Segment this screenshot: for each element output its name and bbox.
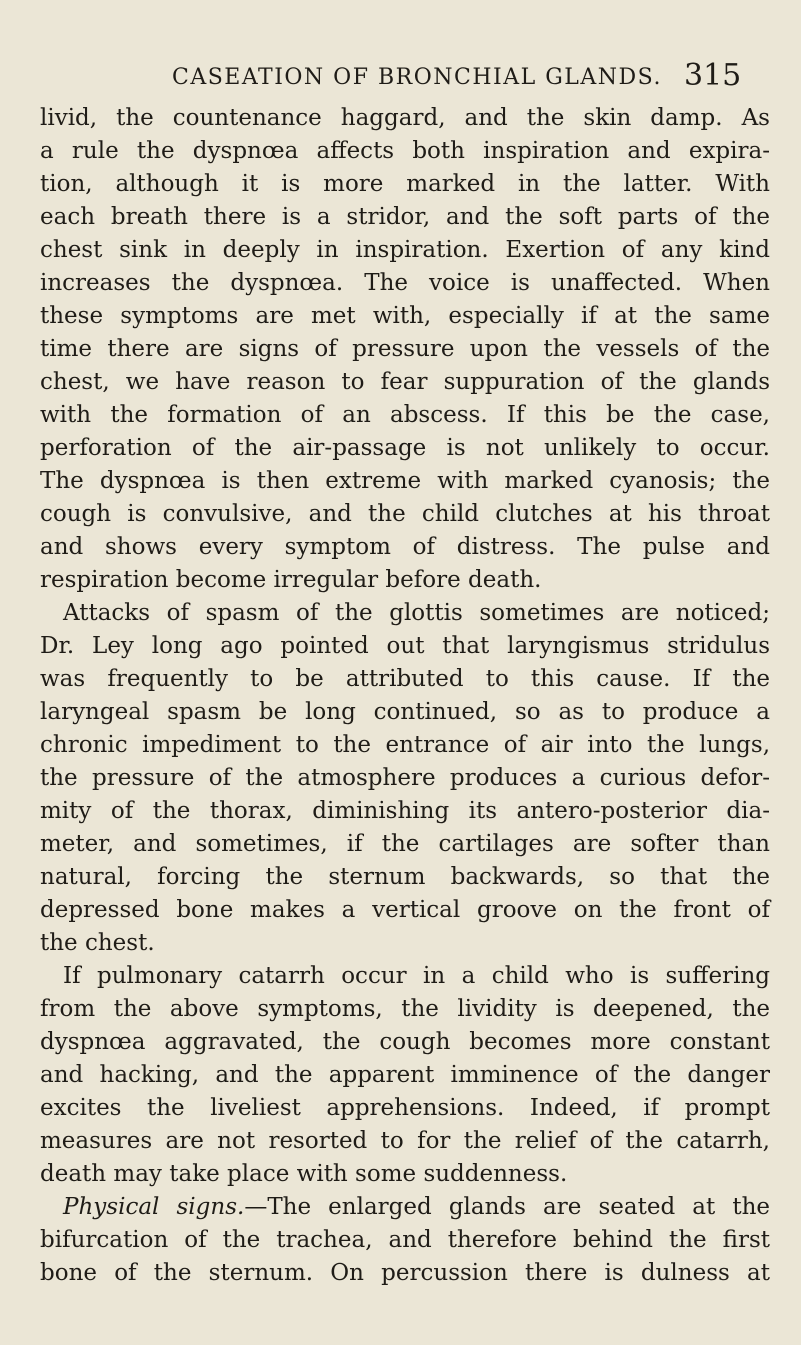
text-line: meter, and sometimes, if the cartilages are softer than	[40, 831, 770, 857]
text-line: respiration become irregular before death.	[40, 567, 542, 593]
text-line: each breath there is a stridor, and the soft parts of the	[40, 204, 770, 230]
running-title: CASEATION OF BRONCHIAL GLANDS.	[172, 65, 662, 90]
text-line: cough is convulsive, and the child clutches at his throat	[40, 501, 770, 527]
text-line: If pulmonary catarrh occur in a child who is suffering	[63, 963, 770, 989]
text-line	[40, 1191, 770, 1224]
text-line: the pressure of the atmosphere produces a curious defor-	[40, 765, 770, 791]
text-line: the chest.	[40, 930, 155, 956]
text-line: chest, we have reason to fear suppuration of the glands	[40, 369, 770, 395]
text-line: excites the liveliest apprehensions. Indeed, if prompt	[40, 1095, 770, 1121]
text-line: death may take place with some suddenness.	[40, 1161, 568, 1187]
text-line: these symptoms are met with, especially if at the same	[40, 303, 770, 329]
text-line: Dr. Ley long ago pointed out that laryngismus stridulus	[40, 633, 770, 659]
text-line: from the above symptoms, the lividity is deepened, the	[40, 996, 770, 1022]
text-line: natural, forcing the sternum backwards, so that the	[40, 864, 770, 890]
text-line: was frequently to be attributed to this cause. If the	[40, 666, 770, 692]
text-line: livid, the countenance haggard, and the skin damp. As	[40, 105, 770, 131]
page-number: 315	[684, 58, 742, 93]
text-line: perforation of the air-passage is not unlikely to occur.	[40, 435, 770, 461]
text-line: chest sink in deeply in inspiration. Exertion of any kind	[40, 237, 770, 263]
text-run: —The enlarged glands are seated at the	[244, 1194, 771, 1220]
section-heading-physical-signs: Physical signs.	[63, 1194, 245, 1220]
text-line: Attacks of spasm of the glottis sometimes are noticed;	[63, 600, 770, 626]
text-line: mity of the thorax, diminishing its antero-posterior dia-	[40, 798, 770, 824]
page-header	[172, 55, 772, 105]
text-line: measures are not resorted to for the relief of the catarrh,	[40, 1128, 770, 1154]
text-line: bifurcation of the trachea, and therefore behind the first	[40, 1227, 770, 1253]
text-line: and hacking, and the apparent imminence of the danger	[40, 1062, 770, 1088]
text-line: a rule the dyspnœa affects both inspiration and expira-	[40, 138, 770, 164]
text-line: with the formation of an abscess. If this be the case,	[40, 402, 770, 428]
body-text	[40, 102, 770, 1290]
text-line: bone of the sternum. On percussion there is dulness at	[40, 1260, 770, 1286]
text-line: tion, although it is more marked in the latter. With	[40, 171, 770, 197]
text-line: chronic impediment to the entrance of air into the lungs,	[40, 732, 770, 758]
text-line: and shows every symptom of distress. The pulse and	[40, 534, 770, 560]
text-line: The dyspnœa is then extreme with marked cyanosis; the	[40, 468, 770, 494]
text-line: increases the dyspnœa. The voice is unaffected. When	[40, 270, 770, 296]
text-line: dyspnœa aggravated, the cough becomes more constant	[40, 1029, 770, 1055]
text-line: time there are signs of pressure upon the vessels of the	[40, 336, 770, 362]
text-line: depressed bone makes a vertical groove on the front of	[40, 897, 770, 923]
text-line: laryngeal spasm be long continued, so as to produce a	[40, 699, 770, 725]
